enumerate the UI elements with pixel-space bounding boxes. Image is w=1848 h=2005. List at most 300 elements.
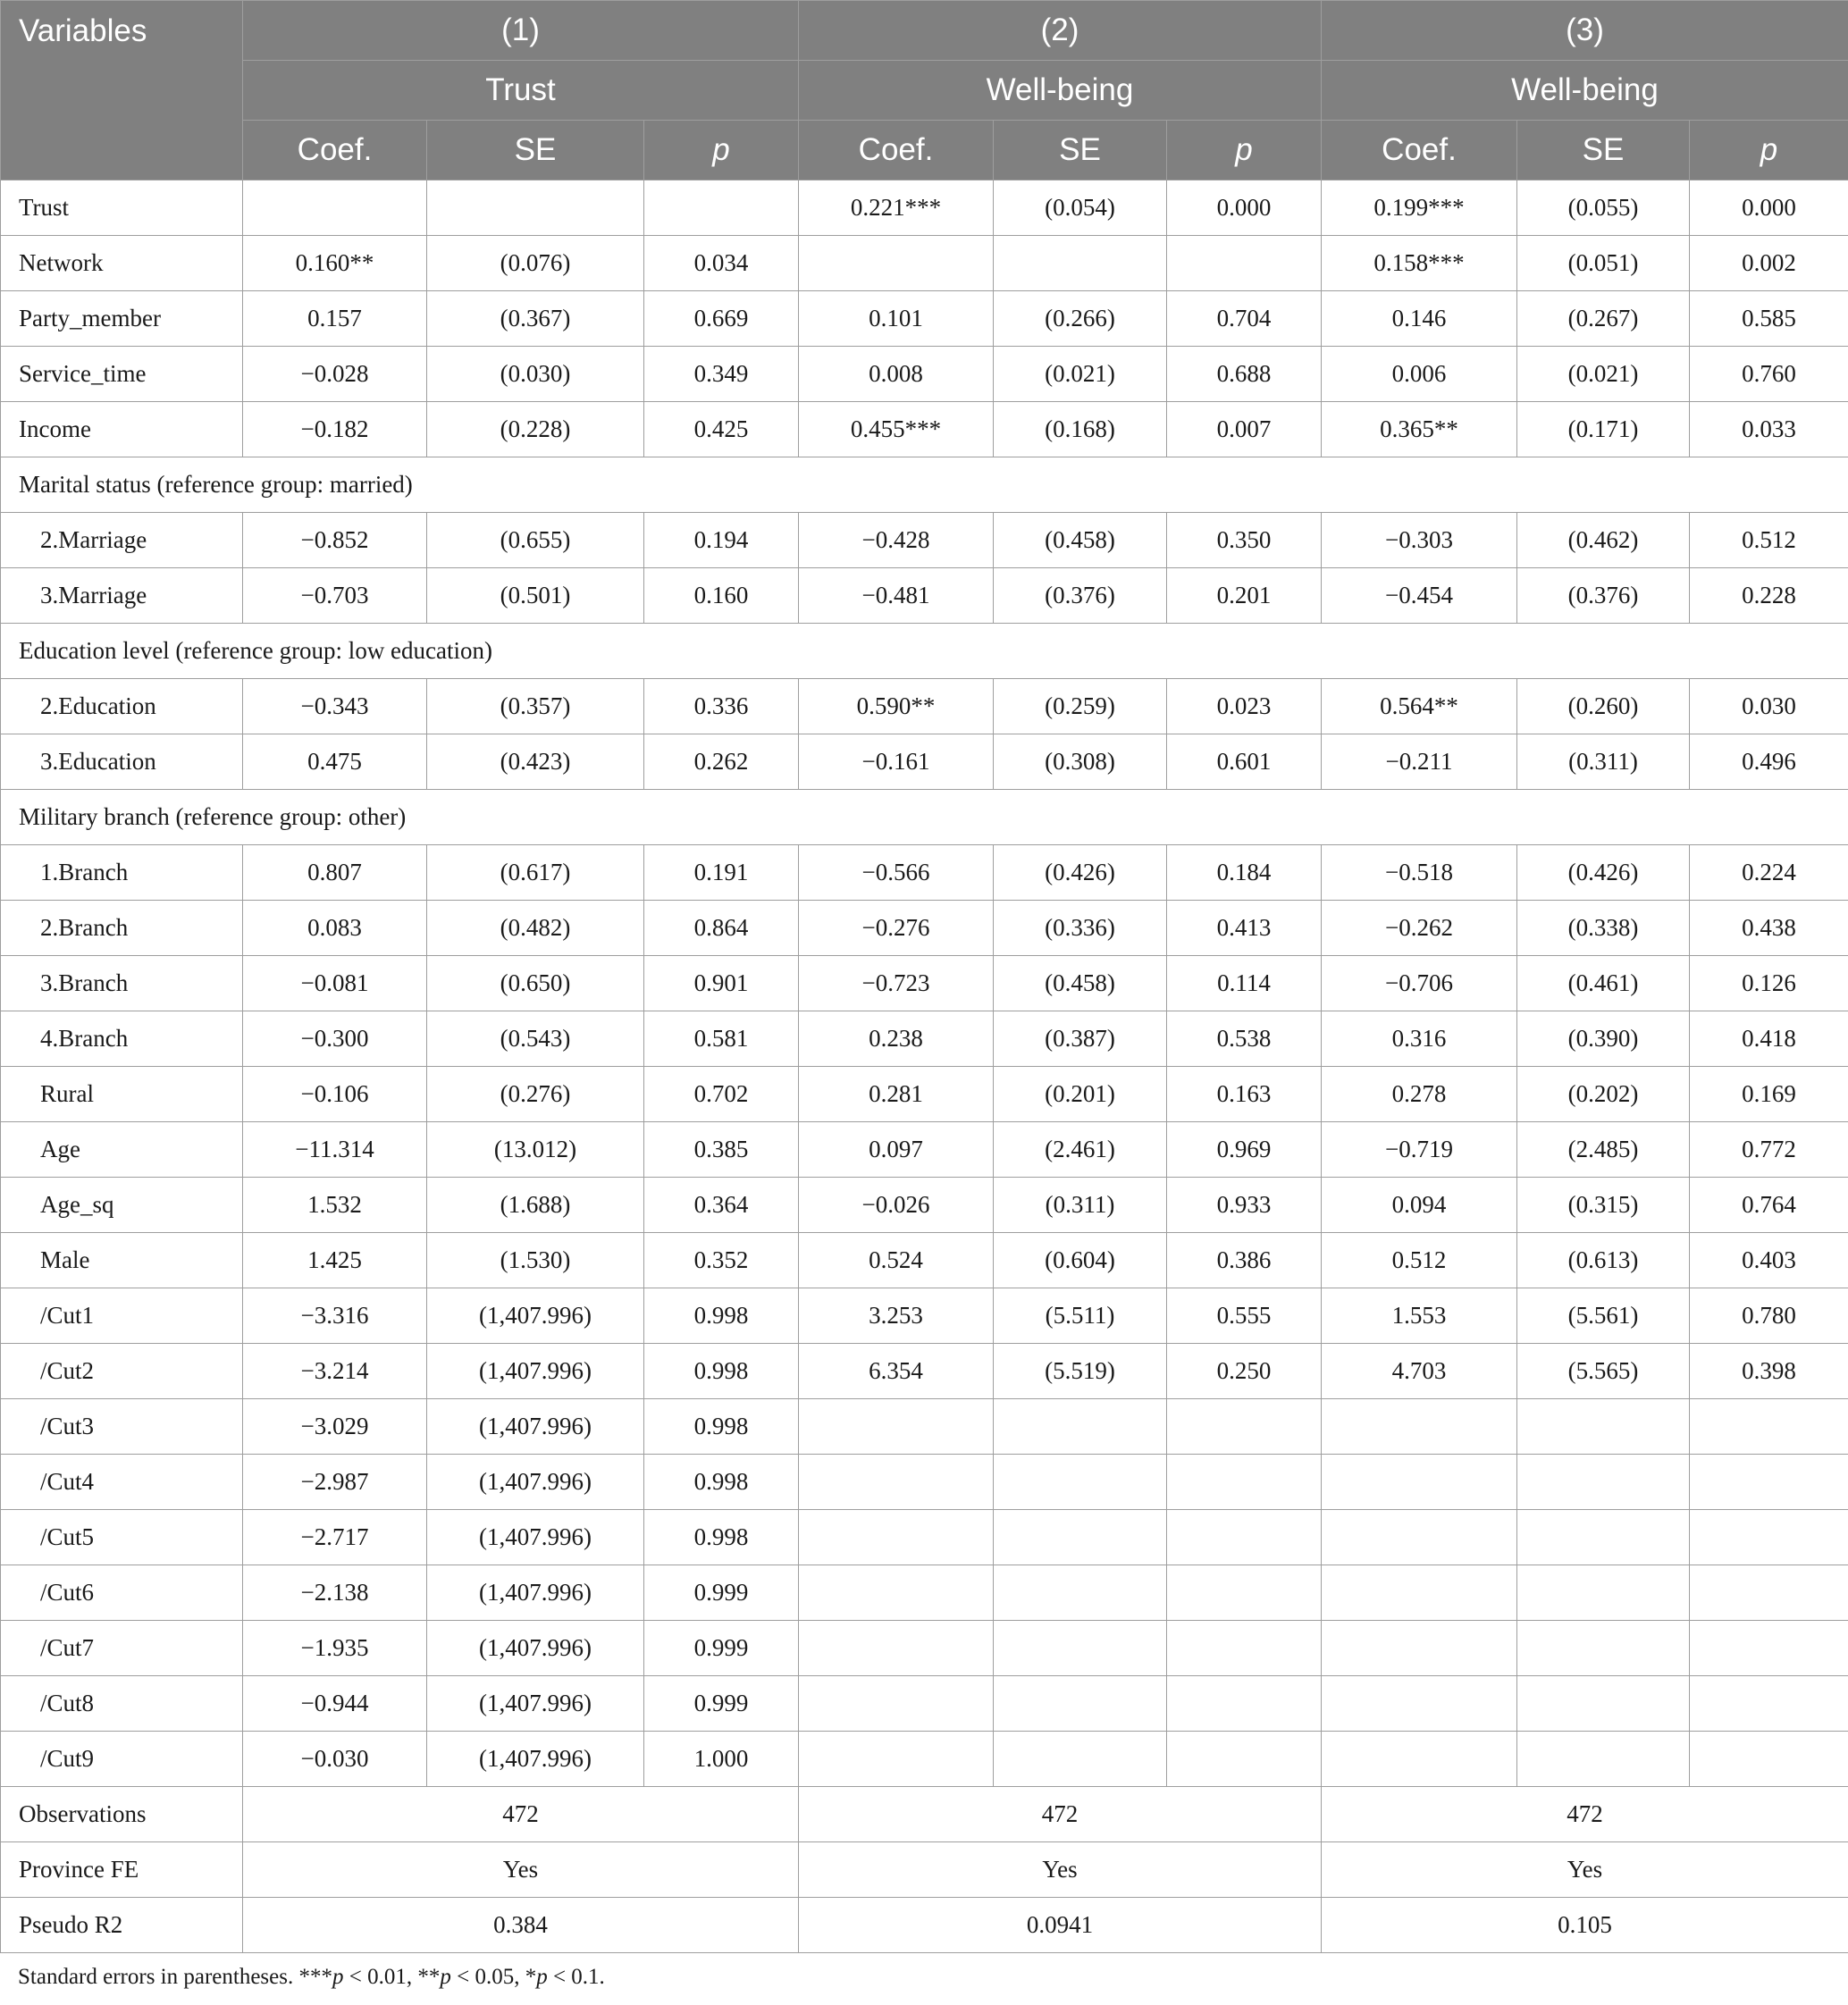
model-3-se-cell: (0.171) <box>1517 402 1690 457</box>
variable-label: 2.Marriage <box>1 513 243 568</box>
model-3-coef-cell: 0.094 <box>1322 1178 1517 1233</box>
model-2-p-cell: 0.969 <box>1167 1122 1322 1178</box>
model-3-p-cell: 0.512 <box>1690 513 1848 568</box>
model-1-coef-cell: −0.028 <box>243 347 427 402</box>
model-1-se-cell: (0.482) <box>427 901 644 956</box>
model-2-coef-cell <box>799 1621 994 1676</box>
model-2-p-cell <box>1167 1621 1322 1676</box>
model-3-coef-cell <box>1322 1565 1517 1621</box>
model-1-stat: Yes <box>243 1842 799 1898</box>
model-1-p-cell: 0.999 <box>644 1621 799 1676</box>
model-1-p-cell: 0.349 <box>644 347 799 402</box>
se-header: SE <box>1517 121 1690 180</box>
variable-label: /Cut3 <box>1 1399 243 1455</box>
model-2-se-cell <box>994 1455 1167 1510</box>
model-2-se-cell: (0.021) <box>994 347 1167 402</box>
model-3-stat: Yes <box>1322 1842 1848 1898</box>
variable-label: Service_time <box>1 347 243 402</box>
model-1-coef-cell: −0.852 <box>243 513 427 568</box>
model-1-se-cell: (0.543) <box>427 1011 644 1067</box>
model-1-p-cell: 0.191 <box>644 845 799 901</box>
model-2-se-cell: (0.311) <box>994 1178 1167 1233</box>
model-3-p-cell <box>1690 1676 1848 1732</box>
model-1-coef-cell: −0.703 <box>243 568 427 624</box>
variable-label: /Cut9 <box>1 1732 243 1787</box>
model-3-se-cell: (0.613) <box>1517 1233 1690 1288</box>
model-2-p-cell: 0.350 <box>1167 513 1322 568</box>
table-row <box>1 734 1848 790</box>
model-3-se-cell: (0.051) <box>1517 236 1690 291</box>
table-row <box>1 1510 1848 1565</box>
table-row <box>1 1178 1848 1233</box>
table-row <box>1 1565 1848 1621</box>
model-3-se-cell: (0.390) <box>1517 1011 1690 1067</box>
model-2-coef-cell: −0.026 <box>799 1178 994 1233</box>
model-3-number: (3) <box>1322 1 1848 61</box>
model-2-p-cell: 0.201 <box>1167 568 1322 624</box>
model-2-se-cell: (0.458) <box>994 956 1167 1011</box>
model-2-se-cell: (0.201) <box>994 1067 1167 1122</box>
model-3-se-cell <box>1517 1732 1690 1787</box>
model-1-coef-cell: −3.029 <box>243 1399 427 1455</box>
model-1-se-cell: (0.367) <box>427 291 644 347</box>
model-3-coef-cell: 0.199*** <box>1322 180 1517 236</box>
model-1-se-cell: (1,407.996) <box>427 1732 644 1787</box>
model-2-se-cell <box>994 1621 1167 1676</box>
footnote-threshold: < 0.01, ** <box>343 1965 441 1989</box>
model-2-se-cell <box>994 236 1167 291</box>
variables-header: Variables <box>1 1 243 180</box>
table-row <box>1 1455 1848 1510</box>
table-row <box>1 1621 1848 1676</box>
model-3-p-cell: 0.772 <box>1690 1122 1848 1178</box>
model-1-p-cell: 0.352 <box>644 1233 799 1288</box>
model-1-coef-cell: −0.182 <box>243 402 427 457</box>
model-1-p-cell: 0.702 <box>644 1067 799 1122</box>
model-1-se-cell: (1,407.996) <box>427 1676 644 1732</box>
model-3-p-cell: 0.496 <box>1690 734 1848 790</box>
model-3-p-cell: 0.438 <box>1690 901 1848 956</box>
table-footnote <box>18 1965 605 1990</box>
model-1-coef-cell: −0.944 <box>243 1676 427 1732</box>
model-2-se-cell <box>994 1676 1167 1732</box>
model-2-coef-cell: −0.481 <box>799 568 994 624</box>
coef-header: Coef. <box>799 121 994 180</box>
model-1-se-cell: (0.276) <box>427 1067 644 1122</box>
model-1-p-cell: 0.669 <box>644 291 799 347</box>
table-row <box>1 1732 1848 1787</box>
model-2-p-cell <box>1167 1732 1322 1787</box>
model-2-coef-cell: −0.428 <box>799 513 994 568</box>
model-1-se-cell: (0.423) <box>427 734 644 790</box>
model-3-se-cell <box>1517 1676 1690 1732</box>
model-1-stat: 472 <box>243 1787 799 1842</box>
variable-label: /Cut6 <box>1 1565 243 1621</box>
model-2-p-cell <box>1167 1399 1322 1455</box>
model-2-p-cell: 0.000 <box>1167 180 1322 236</box>
model-3-p-cell: 0.403 <box>1690 1233 1848 1288</box>
model-1-coef-cell: −3.214 <box>243 1344 427 1399</box>
model-2-stat: 0.0941 <box>799 1898 1322 1953</box>
model-1-p-cell: 0.194 <box>644 513 799 568</box>
variable-label: /Cut8 <box>1 1676 243 1732</box>
variable-label: 1.Branch <box>1 845 243 901</box>
model-3-coef-cell: 0.278 <box>1322 1067 1517 1122</box>
variable-label: /Cut4 <box>1 1455 243 1510</box>
model-1-coef-cell: −2.717 <box>243 1510 427 1565</box>
table-body <box>1 180 1848 1953</box>
model-1-coef-cell: 0.160** <box>243 236 427 291</box>
model-2-p-cell: 0.413 <box>1167 901 1322 956</box>
model-2-coef-cell: −0.566 <box>799 845 994 901</box>
model-1-se-cell: (1,407.996) <box>427 1510 644 1565</box>
model-1-coef-cell: 0.807 <box>243 845 427 901</box>
model-2-se-cell: (0.336) <box>994 901 1167 956</box>
model-3-p-cell: 0.224 <box>1690 845 1848 901</box>
variable-label: 2.Education <box>1 679 243 734</box>
model-2-p-cell: 0.250 <box>1167 1344 1322 1399</box>
variable-label: Party_member <box>1 291 243 347</box>
model-2-p-cell <box>1167 1510 1322 1565</box>
footnote-p: p <box>536 1965 548 1989</box>
table-row <box>1 1842 1848 1898</box>
model-2-coef-cell: 0.455*** <box>799 402 994 457</box>
table-row <box>1 180 1848 236</box>
variable-label: Pseudo R2 <box>1 1898 243 1953</box>
variable-label: Observations <box>1 1787 243 1842</box>
model-3-se-cell: (0.426) <box>1517 845 1690 901</box>
group-label: Education level (reference group: low education) <box>1 624 1848 679</box>
model-2-se-cell: (0.259) <box>994 679 1167 734</box>
model-3-coef-cell <box>1322 1676 1517 1732</box>
model-2-coef-cell <box>799 1732 994 1787</box>
model-2-stat: Yes <box>799 1842 1322 1898</box>
model-3-coef-cell: −0.303 <box>1322 513 1517 568</box>
model-2-se-cell <box>994 1565 1167 1621</box>
model-1-number: (1) <box>243 1 799 61</box>
model-3-coef-cell: 1.553 <box>1322 1288 1517 1344</box>
footnote-threshold: < 0.05, * <box>450 1965 537 1989</box>
model-1-se-cell: (1,407.996) <box>427 1455 644 1510</box>
model-1-stat: 0.384 <box>243 1898 799 1953</box>
model-1-se-cell <box>427 180 644 236</box>
table-row <box>1 1676 1848 1732</box>
model-1-p-cell: 0.425 <box>644 402 799 457</box>
model-2-se-cell: (0.426) <box>994 845 1167 901</box>
model-2-se-cell: (5.511) <box>994 1288 1167 1344</box>
table-row <box>1 956 1848 1011</box>
model-3-p-cell <box>1690 1399 1848 1455</box>
model-3-coef-cell: 0.158*** <box>1322 236 1517 291</box>
model-1-se-cell: (0.030) <box>427 347 644 402</box>
model-3-se-cell <box>1517 1455 1690 1510</box>
table-row <box>1 1399 1848 1455</box>
model-1-coef-cell: −1.935 <box>243 1621 427 1676</box>
model-2-se-cell: (5.519) <box>994 1344 1167 1399</box>
model-1-coef-cell: 1.425 <box>243 1233 427 1288</box>
model-1-se-cell: (1,407.996) <box>427 1288 644 1344</box>
model-1-coef-cell: −2.987 <box>243 1455 427 1510</box>
model-3-coef-cell <box>1322 1621 1517 1676</box>
variable-label: /Cut5 <box>1 1510 243 1565</box>
variable-label: 3.Marriage <box>1 568 243 624</box>
model-2-p-cell: 0.007 <box>1167 402 1322 457</box>
model-3-coef-cell: −0.518 <box>1322 845 1517 901</box>
model-2-coef-cell: 0.101 <box>799 291 994 347</box>
model-1-p-cell: 0.999 <box>644 1676 799 1732</box>
table-row <box>1 901 1848 956</box>
model-3-coef-cell: −0.706 <box>1322 956 1517 1011</box>
group-label: Marital status (reference group: married) <box>1 457 1848 513</box>
model-3-se-cell: (0.315) <box>1517 1178 1690 1233</box>
model-1-p-cell: 0.998 <box>644 1344 799 1399</box>
model-2-p-cell: 0.688 <box>1167 347 1322 402</box>
model-2-coef-cell: −0.276 <box>799 901 994 956</box>
model-1-p-cell: 0.999 <box>644 1565 799 1621</box>
model-3-se-cell: (0.021) <box>1517 347 1690 402</box>
model-2-se-cell: (0.604) <box>994 1233 1167 1288</box>
model-2-coef-cell: −0.723 <box>799 956 994 1011</box>
model-2-p-cell <box>1167 1676 1322 1732</box>
model-3-coef-cell: 0.316 <box>1322 1011 1517 1067</box>
variable-label: Age_sq <box>1 1178 243 1233</box>
model-3-p-cell <box>1690 1565 1848 1621</box>
model-3-coef-cell: 0.006 <box>1322 347 1517 402</box>
table-row <box>1 1011 1848 1067</box>
model-2-p-cell: 0.601 <box>1167 734 1322 790</box>
variable-label: /Cut2 <box>1 1344 243 1399</box>
table-row <box>1 1067 1848 1122</box>
table-group-row <box>1 457 1848 513</box>
model-3-p-cell: 0.764 <box>1690 1178 1848 1233</box>
table-row <box>1 1898 1848 1953</box>
model-2-se-cell: (0.168) <box>994 402 1167 457</box>
model-3-p-cell: 0.780 <box>1690 1288 1848 1344</box>
model-2-p-cell: 0.704 <box>1167 291 1322 347</box>
model-1-coef-cell: −0.081 <box>243 956 427 1011</box>
model-3-coef-cell: 0.564** <box>1322 679 1517 734</box>
model-3-p-cell: 0.033 <box>1690 402 1848 457</box>
table-row <box>1 1787 1848 1842</box>
model-1-p-cell: 1.000 <box>644 1732 799 1787</box>
model-2-p-cell: 0.933 <box>1167 1178 1322 1233</box>
model-3-coef-cell: −0.454 <box>1322 568 1517 624</box>
model-1-p-cell: 0.262 <box>644 734 799 790</box>
table-group-row <box>1 790 1848 845</box>
group-label: Military branch (reference group: other) <box>1 790 1848 845</box>
model-2-p-cell: 0.555 <box>1167 1288 1322 1344</box>
model-3-se-cell <box>1517 1621 1690 1676</box>
variable-label: /Cut7 <box>1 1621 243 1676</box>
model-1-se-cell: (0.650) <box>427 956 644 1011</box>
model-3-coef-cell <box>1322 1732 1517 1787</box>
model-3-se-cell: (0.202) <box>1517 1067 1690 1122</box>
model-1-coef-cell: 1.532 <box>243 1178 427 1233</box>
footnote-p: p <box>332 1965 344 1989</box>
table-row <box>1 679 1848 734</box>
model-1-p-cell: 0.364 <box>644 1178 799 1233</box>
model-1-se-cell: (0.655) <box>427 513 644 568</box>
variable-label: 3.Branch <box>1 956 243 1011</box>
table-row <box>1 291 1848 347</box>
model-1-p-cell: 0.998 <box>644 1399 799 1455</box>
model-1-dependent: Trust <box>243 61 799 121</box>
model-2-se-cell: (0.266) <box>994 291 1167 347</box>
model-2-p-cell: 0.184 <box>1167 845 1322 901</box>
table-header <box>1 1 1848 180</box>
model-1-p-cell: 0.160 <box>644 568 799 624</box>
variable-label: 3.Education <box>1 734 243 790</box>
model-3-se-cell: (0.376) <box>1517 568 1690 624</box>
model-1-p-cell: 0.864 <box>644 901 799 956</box>
model-2-p-cell: 0.114 <box>1167 956 1322 1011</box>
model-2-coef-cell: 0.524 <box>799 1233 994 1288</box>
model-3-stat: 0.105 <box>1322 1898 1848 1953</box>
model-3-coef-cell <box>1322 1510 1517 1565</box>
model-2-p-cell: 0.538 <box>1167 1011 1322 1067</box>
model-3-se-cell: (0.461) <box>1517 956 1690 1011</box>
model-3-se-cell: (2.485) <box>1517 1122 1690 1178</box>
model-1-se-cell: (1.688) <box>427 1178 644 1233</box>
model-2-se-cell <box>994 1732 1167 1787</box>
coef-header: Coef. <box>1322 121 1517 180</box>
model-1-coef-cell: −2.138 <box>243 1565 427 1621</box>
model-2-se-cell: (0.387) <box>994 1011 1167 1067</box>
variable-label: /Cut1 <box>1 1288 243 1344</box>
model-2-number: (2) <box>799 1 1322 61</box>
model-1-coef-cell: 0.475 <box>243 734 427 790</box>
model-2-coef-cell: 6.354 <box>799 1344 994 1399</box>
model-3-coef-cell: 0.146 <box>1322 291 1517 347</box>
model-1-se-cell: (0.617) <box>427 845 644 901</box>
model-1-coef-cell: −3.316 <box>243 1288 427 1344</box>
model-2-coef-cell <box>799 1455 994 1510</box>
model-2-se-cell <box>994 1510 1167 1565</box>
table-row <box>1 513 1848 568</box>
model-1-se-cell: (1,407.996) <box>427 1565 644 1621</box>
model-1-p-cell: 0.998 <box>644 1288 799 1344</box>
model-3-coef-cell <box>1322 1455 1517 1510</box>
model-3-se-cell <box>1517 1510 1690 1565</box>
model-3-se-cell: (0.462) <box>1517 513 1690 568</box>
model-3-se-cell <box>1517 1565 1690 1621</box>
model-2-p-cell: 0.023 <box>1167 679 1322 734</box>
model-1-p-cell: 0.998 <box>644 1455 799 1510</box>
model-1-coef-cell <box>243 180 427 236</box>
variable-label: 4.Branch <box>1 1011 243 1067</box>
model-2-coef-cell: −0.161 <box>799 734 994 790</box>
model-1-se-cell: (0.501) <box>427 568 644 624</box>
model-1-se-cell: (1,407.996) <box>427 1344 644 1399</box>
table-row <box>1 236 1848 291</box>
model-3-se-cell: (0.267) <box>1517 291 1690 347</box>
model-2-coef-cell: 0.097 <box>799 1122 994 1178</box>
model-2-coef-cell <box>799 1399 994 1455</box>
model-2-se-cell: (2.461) <box>994 1122 1167 1178</box>
model-3-se-cell: (5.561) <box>1517 1288 1690 1344</box>
model-3-se-cell: (5.565) <box>1517 1344 1690 1399</box>
model-1-coef-cell: −0.343 <box>243 679 427 734</box>
model-2-dependent: Well-being <box>799 61 1322 121</box>
model-1-p-cell: 0.336 <box>644 679 799 734</box>
p-header: p <box>1690 121 1848 180</box>
model-3-p-cell: 0.398 <box>1690 1344 1848 1399</box>
model-3-coef-cell: −0.262 <box>1322 901 1517 956</box>
model-1-coef-cell: −0.030 <box>243 1732 427 1787</box>
model-3-p-cell <box>1690 1455 1848 1510</box>
model-3-p-cell: 0.169 <box>1690 1067 1848 1122</box>
model-1-se-cell: (0.076) <box>427 236 644 291</box>
model-2-se-cell: (0.308) <box>994 734 1167 790</box>
model-2-coef-cell: 0.281 <box>799 1067 994 1122</box>
model-1-p-cell: 0.581 <box>644 1011 799 1067</box>
model-3-coef-cell: 4.703 <box>1322 1344 1517 1399</box>
model-2-se-cell: (0.376) <box>994 568 1167 624</box>
variable-label: Network <box>1 236 243 291</box>
se-header: SE <box>427 121 644 180</box>
model-3-coef-cell: 0.365** <box>1322 402 1517 457</box>
model-1-se-cell: (1,407.996) <box>427 1399 644 1455</box>
model-3-p-cell: 0.030 <box>1690 679 1848 734</box>
model-3-p-cell: 0.760 <box>1690 347 1848 402</box>
table-row <box>1 402 1848 457</box>
model-3-se-cell <box>1517 1399 1690 1455</box>
coef-header: Coef. <box>243 121 427 180</box>
variable-label: Province FE <box>1 1842 243 1898</box>
model-3-p-cell: 0.002 <box>1690 236 1848 291</box>
model-1-coef-cell: −0.106 <box>243 1067 427 1122</box>
table-row <box>1 1122 1848 1178</box>
model-3-p-cell: 0.126 <box>1690 956 1848 1011</box>
model-3-p-cell: 0.418 <box>1690 1011 1848 1067</box>
model-2-p-cell: 0.163 <box>1167 1067 1322 1122</box>
p-header: p <box>1167 121 1322 180</box>
model-1-se-cell: (13.012) <box>427 1122 644 1178</box>
variable-label: Income <box>1 402 243 457</box>
model-2-p-cell <box>1167 236 1322 291</box>
model-2-coef-cell <box>799 236 994 291</box>
model-2-coef-cell: 0.008 <box>799 347 994 402</box>
model-1-se-cell: (0.357) <box>427 679 644 734</box>
model-2-coef-cell: 3.253 <box>799 1288 994 1344</box>
model-3-coef-cell: 0.512 <box>1322 1233 1517 1288</box>
model-3-se-cell: (0.055) <box>1517 180 1690 236</box>
model-2-coef-cell <box>799 1676 994 1732</box>
variable-label: Rural <box>1 1067 243 1122</box>
table-row <box>1 1288 1848 1344</box>
footnote-threshold: < 0.1. <box>547 1965 605 1989</box>
model-1-p-cell: 0.998 <box>644 1510 799 1565</box>
model-3-coef-cell: −0.211 <box>1322 734 1517 790</box>
model-2-coef-cell <box>799 1565 994 1621</box>
variable-label: Trust <box>1 180 243 236</box>
model-1-p-cell: 0.901 <box>644 956 799 1011</box>
model-3-se-cell: (0.260) <box>1517 679 1690 734</box>
se-header: SE <box>994 121 1167 180</box>
model-1-p-cell: 0.385 <box>644 1122 799 1178</box>
model-3-p-cell <box>1690 1621 1848 1676</box>
model-1-coef-cell: −11.314 <box>243 1122 427 1178</box>
model-2-p-cell <box>1167 1455 1322 1510</box>
table-row <box>1 568 1848 624</box>
model-1-se-cell: (0.228) <box>427 402 644 457</box>
model-3-stat: 472 <box>1322 1787 1848 1842</box>
model-3-se-cell: (0.338) <box>1517 901 1690 956</box>
model-3-p-cell: 0.000 <box>1690 180 1848 236</box>
table-row <box>1 1344 1848 1399</box>
model-3-p-cell <box>1690 1510 1848 1565</box>
model-1-coef-cell: −0.300 <box>243 1011 427 1067</box>
